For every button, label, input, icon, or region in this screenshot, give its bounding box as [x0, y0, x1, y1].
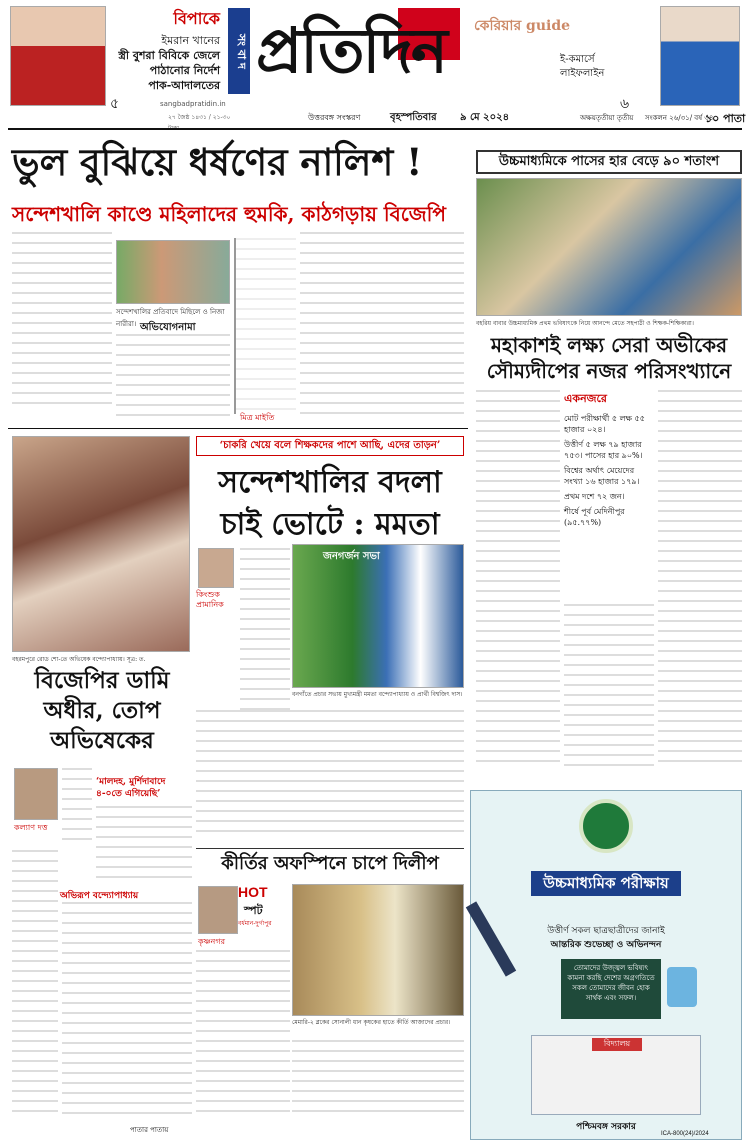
glance-item-3: বিশ্বের অর্থাৎ মেয়েদের সংখ্যা ১৬ হাজার ১৭৯।	[564, 466, 640, 486]
bjp-byline-photo	[14, 768, 58, 820]
bjp-continue[interactable]: পাতার পাতায়	[130, 1126, 169, 1134]
pencil-icon	[466, 901, 516, 976]
masthead-right-teaser[interactable]	[470, 6, 742, 112]
dilip-byline-photo	[198, 886, 238, 934]
teaser-photo-left	[10, 6, 106, 106]
teaser-line-3: পাঠানোর নির্দেশ	[149, 64, 220, 77]
lead-body-col-1	[12, 232, 112, 412]
page-count: ১০ পাতা	[705, 112, 746, 125]
dilip-byline: কৃষ্ণনগর	[198, 937, 225, 946]
mamata-byline: কিংশুক প্রামানিক	[196, 590, 224, 609]
lead-body-col-2	[300, 232, 464, 422]
bjp-headline[interactable]: বিজেপির ডামি অধীর, তোপ অভিষেকের	[34, 667, 170, 754]
lunar-date: অক্ষয়তৃতীয়া তৃতীয়	[580, 114, 634, 122]
ad-title: উচ্চমাধ্যমিক পরীক্ষায়	[531, 871, 681, 896]
career-line-2: লাইফলাইন	[560, 68, 605, 79]
hot-spot-badge	[238, 884, 290, 934]
date-small: ২৭ জৈষ্ঠ ১৪৩১ / ২১-৩০	[168, 114, 231, 121]
teaser-line-4: পাক-আদালতের	[148, 79, 220, 92]
teaser-page-left: ৫	[110, 96, 120, 112]
hot-sub: স্পট	[244, 904, 263, 917]
teaser-page-right: ৬	[620, 96, 630, 112]
ad-line-1: উত্তীর্ণ সকল ছাত্রছাত্রীদের জানাই	[547, 926, 665, 936]
lead-headline[interactable]: ভুল বুঝিয়ে ধর্ষণের নালিশ !	[12, 140, 423, 184]
teaser-line-2: স্ত্রী বুশরা বিবিকে জেলে	[118, 49, 220, 62]
bjp-body-col-2	[62, 902, 192, 1120]
career-line-1: ই-কমার্সে	[560, 54, 595, 65]
bjp-quote: ‘মালদহ, মুর্শিদাবাদে ৪-০তে এগিয়েছি’	[96, 777, 166, 799]
ad-board: তোমাদের উজ্জ্বল ভবিষ্যৎ কামনা করছি দেশের অগ্রগতিতে সকল তোমাদের জীবন হোক সার্থক এবং সফল।	[561, 959, 661, 1019]
building-label: বিদ্যালয়	[592, 1038, 642, 1051]
masthead-left-teaser[interactable]	[10, 6, 226, 112]
mamata-body-lower	[196, 710, 464, 840]
masthead-rule	[8, 128, 742, 130]
teaser-line-1: ইমরান খানের	[161, 34, 220, 47]
dateline	[160, 110, 750, 126]
hs-body-col-1	[476, 390, 560, 770]
crowd-caption: বহরমপুরে রোড শো-তে অভিষেক বন্দ্যোপাধ্যায়। সূত্র: ত.	[12, 656, 146, 663]
hs-photo	[476, 178, 742, 316]
lead-box-title: অভিযোগনামা	[140, 322, 196, 333]
hot-label: HOT	[238, 884, 268, 900]
glance-item-2: উত্তীর্ণ ৫ লক্ষ ৭৯ হাজার ৭৫৩। পাসের হার ৯০%।	[564, 440, 643, 460]
logo-text: প্রতিদিন	[256, 14, 446, 87]
bjp-body-top2	[96, 806, 192, 886]
logo-side-strip: সং বা দ	[228, 8, 250, 94]
newspaper-logo[interactable]	[228, 8, 460, 94]
day: বৃহস্পতিবার	[390, 112, 437, 123]
issue: সংকলন ২৬/৩১/ বর্ষ ৩৪	[645, 114, 714, 122]
hs-photo-caption: বহরিয় বাবার উচ্চমাধ্যমিক প্রথম ভবিষ্যৎকে নিয়ে আনন্দে মেতে সহপাঠী ও শিক্ষক-শিক্ষিকারা।	[476, 320, 694, 327]
bjp-body-top	[62, 768, 92, 848]
mamata-headline[interactable]: সন্দেশখালির বদলা চাই ভোটে : মমতা	[218, 465, 442, 542]
ad-line-2: আন্তরিক শুভেচ্ছা ও অভিনন্দন	[550, 940, 662, 950]
govt-seal-icon	[579, 799, 633, 853]
quote-box	[234, 238, 296, 414]
hs-body-col-3	[658, 390, 742, 770]
glance-item-1: মোট পরীক্ষার্থী ৫ লক্ষ ৫৫ হাজার ০২৪।	[564, 414, 645, 434]
crowd-photo	[12, 436, 190, 652]
glance-title: একনজরে	[564, 392, 607, 405]
edition: উত্তরবঙ্গ সংস্করণ	[308, 113, 361, 122]
byline-photo	[198, 548, 234, 588]
dilip-headline[interactable]: কীর্তির অফস্পিনে চাপে দিলীপ	[196, 848, 464, 879]
dilip-body-col-2	[292, 1040, 464, 1120]
bjp-byline: অভিরূপ বন্দ্যোপাধ্যায়	[60, 891, 139, 901]
glance-item-4: প্রথম দশে ৭২ জন।	[564, 492, 625, 501]
lead-box-body	[116, 334, 230, 424]
teaser-photo-right	[660, 6, 740, 106]
dilip-photo-caption: মেমারি-২ ব্লকের সোনালী ধান কৃষকের হাতে কীর্তি আজাদের প্রচার।	[292, 1019, 451, 1026]
school-building	[531, 1035, 701, 1115]
website[interactable]: sangbadpratidin.in	[160, 100, 226, 108]
lead-photo-caption: সন্দেশখালির প্রতিবাদে মিছিলে ও নিজা নারীরা।	[116, 308, 225, 328]
date: ৯ মে ২০২৪	[460, 112, 510, 123]
lead-subhead[interactable]: সন্দেশখালি কাণ্ডে মহিলাদের হুমকি, কাঠগড়ায় বিজেপি	[12, 202, 446, 226]
mamata-photo	[292, 544, 464, 688]
hs-glance-box	[564, 390, 654, 600]
dilip-body-col-1	[196, 950, 290, 1120]
bjp-body-col-1	[12, 850, 58, 1120]
glance-item-5: শীর্ষে পূর্ব মেদিনীপুর (৯৫.৭৭%)	[564, 507, 625, 527]
career-guide-tag: কেরিয়ার guide	[474, 18, 571, 34]
hs-headline[interactable]: মহাকাশই লক্ষ্য সেরা অভীকের সৌম্যদীপের নজর পরিসংখ্যানে	[486, 333, 732, 383]
ad-code: ICA-800(24)/2024	[661, 1131, 709, 1137]
mamata-kicker: ‘চাকরি খেয়ে বলে শিক্ষকদের পাশে আছি, এদের তাড়ন’	[196, 436, 464, 456]
mamata-photo-caption: বনগাঁতে প্রচার সভায় মুখ্যমন্ত্রী মমতা বন্দ্যোপাধ্যায় ও প্রার্থী বিশ্বজিৎ দাস।	[292, 691, 463, 698]
quote-author: মিত্র মাইতি	[240, 413, 275, 422]
stage-banner-text: জনগর্জন সভা	[323, 551, 380, 562]
hs-banner[interactable]: উচ্চমাধ্যমিকে পাসের হার বেড়ে ৯০ শতাংশ	[476, 150, 742, 174]
teaser-tag-left: বিপাকে	[173, 9, 220, 28]
calculator-icon	[667, 967, 697, 1007]
dilip-photo	[292, 884, 464, 1016]
bjp-author: কল্যাণ দত্ত	[14, 823, 48, 832]
hs-congrats-ad[interactable]	[470, 790, 742, 1140]
section-rule	[8, 428, 468, 429]
lead-photo	[116, 240, 230, 304]
hs-body-col-2	[564, 604, 654, 770]
ad-sponsor: পশ্চিমবঙ্গ সরকার	[576, 1122, 636, 1132]
hot-place: বর্ধমান-দুর্গাপুর	[238, 920, 272, 927]
